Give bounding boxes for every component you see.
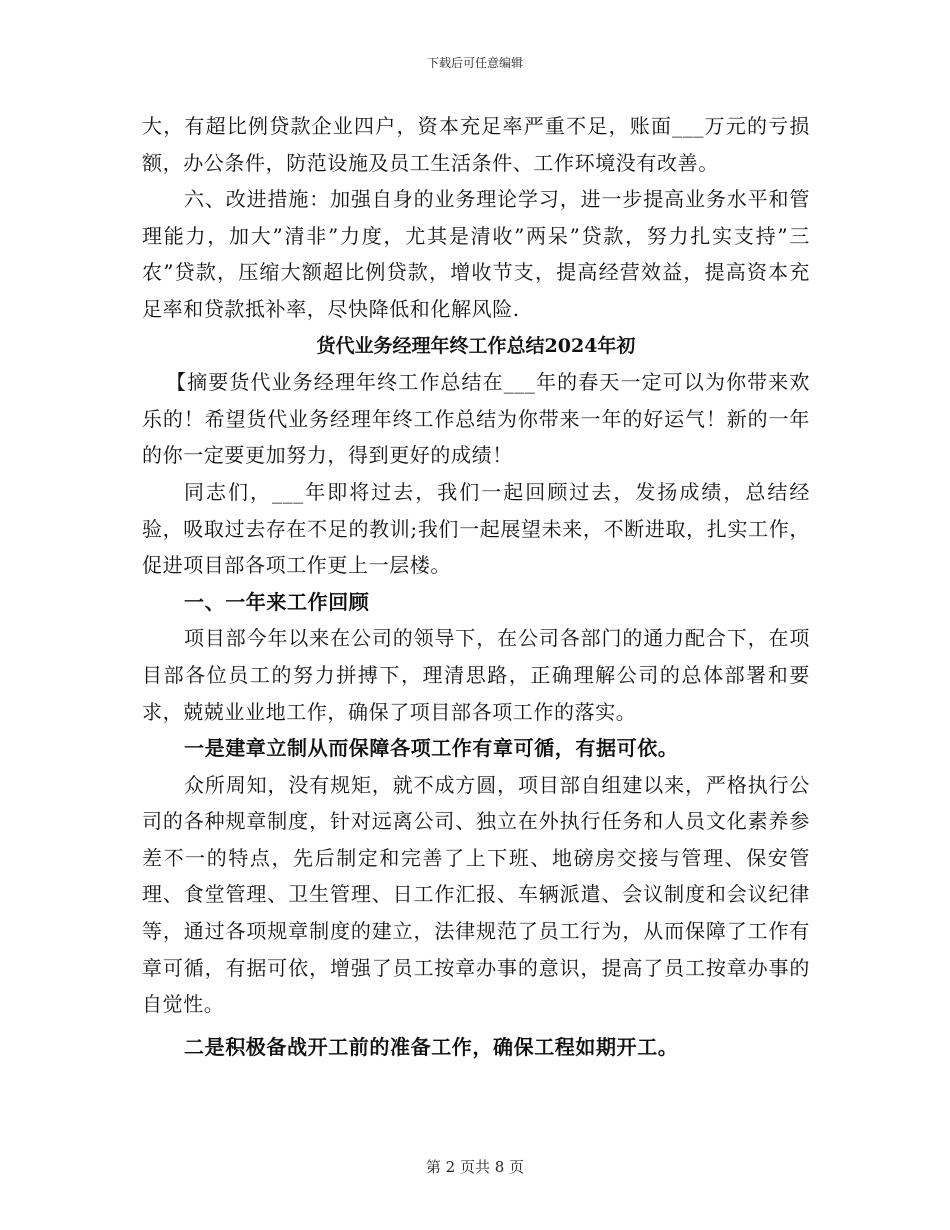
paragraph-abstract: 【摘要货代业务经理年终工作总结在___年的春天一定可以为你带来欢乐的！希望货代业务经理年终工作总结为你带来一年的好运气！新的一年的你一定要更加努力，得到更好的成绩！ <box>142 370 810 468</box>
document-body <box>142 108 810 1065</box>
paragraph-opening: 同志们，___年即将过去，我们一起回顾过去，发扬成绩，总结经验，吸取过去存在不足的教训;我们一起展望未来，不断进取，扎实工作，促进项目部各项工作更上一层楼。 <box>142 479 810 578</box>
paragraph-improvement-measures: 六、改进措施：加强自身的业务理论学习，进一步提高业务水平和管理能力，加大”清非”力度，尤其是清收”两呆”贷款，努力扎实支持”三农”贷款，压缩大额超比例贷款，增收节支，提高经营效益，提高资本充足率和贷款抵补率，尽快降低和化解风险. <box>142 187 810 321</box>
article-title: 货代业务经理年终工作总结2024年初 <box>316 334 636 357</box>
page-header-note: 下载后可任意编辑 <box>426 56 523 70</box>
paragraph-review: 项目部今年以来在公司的领导下，在公司各部门的通力配合下，在项目部各位员工的努力拼搏下，理清思路，正确理解公司的总体部署和要求，兢兢业业地工作，确保了项目部各项工作的落实。 <box>142 626 810 724</box>
subheading-preparation: 二是积极备战开工前的准备工作，确保工程如期开工。 <box>184 1034 679 1059</box>
paragraph-rules: 众所周知，没有规矩，就不成方圆，项目部自组建以来，严格执行公司的各种规章制度，针对远离公司、独立在外执行任务和人员文化素养参差不一的特点，先后制定和完善了上下班、地磅房交接与管理、保安管理、食堂管理、卫生管理、日工作汇报、车辆派遣、会议制度和会议纪律等，通过各项规章制度的建立，法律规范了员工行为，从而保障了工作有章可循，有据可依，增强了员工按章办事的意识，提高了员工按章办事的自觉性。 <box>142 772 810 1017</box>
paragraph-continued: 大，有超比例贷款企业四户，资本充足率严重不足，账面___万元的亏损额，办公条件，防范设施及员工生活条件、工作环境没有改善。 <box>142 114 810 175</box>
page-number: 第 2 页共 8 页 <box>425 1158 525 1176</box>
subheading-rules: 一是建章立制从而保障各项工作有章可循，有据可依。 <box>184 736 679 761</box>
section-heading-review: 一、一年来工作回顾 <box>184 589 370 614</box>
